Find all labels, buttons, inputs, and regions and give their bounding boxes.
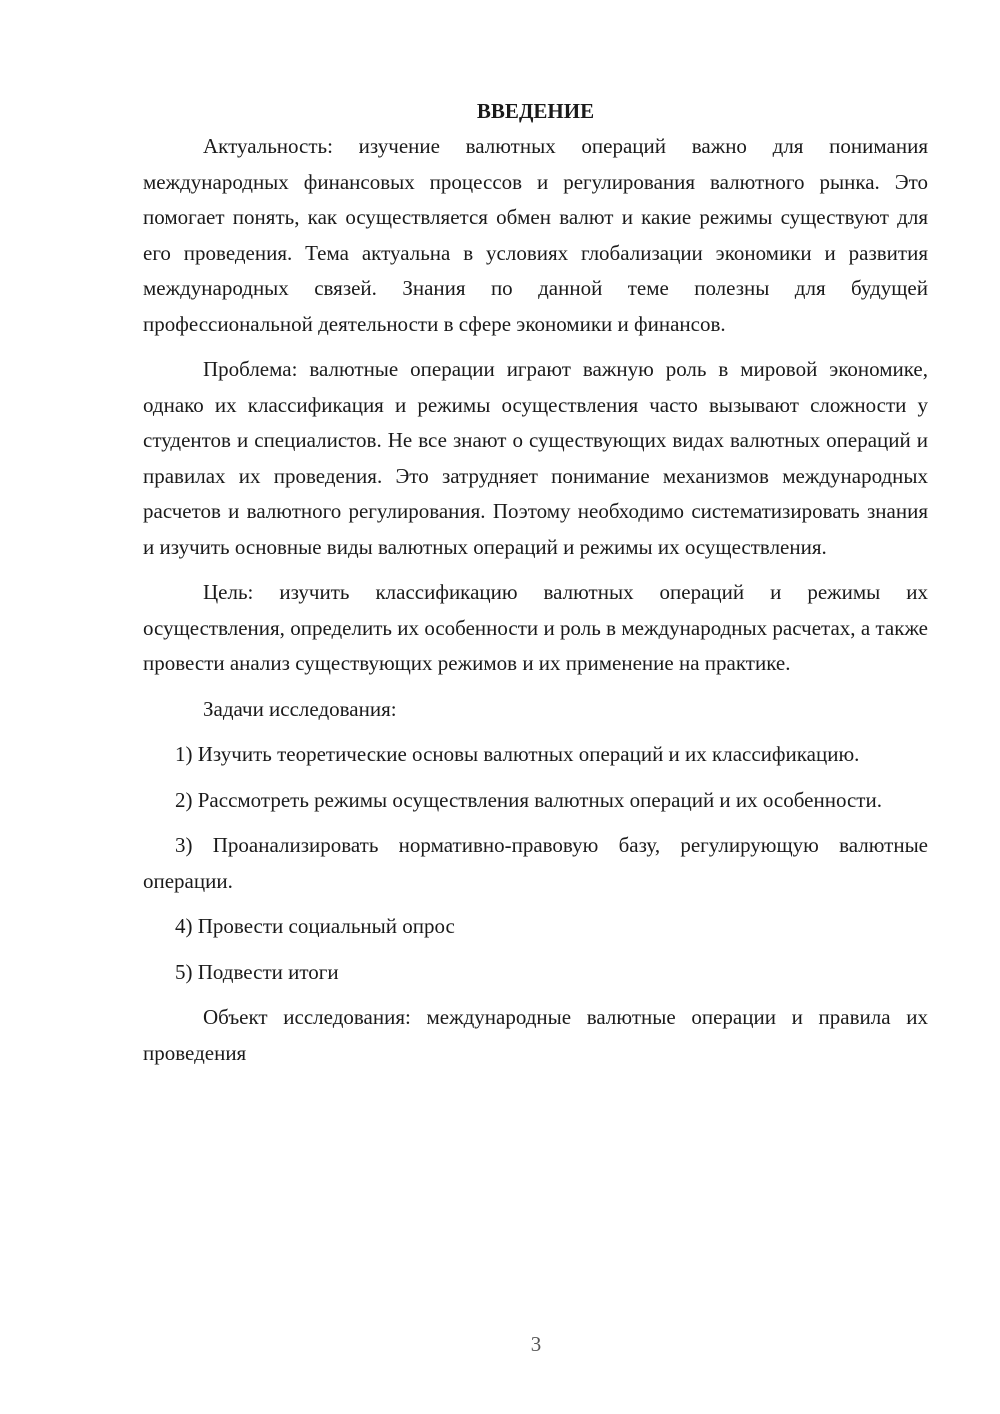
goal-paragraph: Цель: изучить классификацию валютных операций и режимы их осуществления, определить их особенности и роль в международных расчетах, а также провести анализ существующих режимов и их применение на практике. [143, 580, 928, 675]
document-page [143, 94, 928, 1081]
object-paragraph: Объект исследования: международные валютные операции и правила их проведения [143, 1005, 928, 1065]
task-item-4: 4) Провести социальный опрос [175, 914, 455, 938]
task-item-3: 3) Проанализировать нормативно-правовую базу, регулирующую валютные операции. [143, 833, 928, 893]
task-item-1: 1) Изучить теоретические основы валютных операций и их классификацию. [175, 742, 860, 766]
tasks-heading: Задачи исследования: [203, 696, 397, 721]
relevance-paragraph: Актуальность: изучение валютных операций важно для понимания международных финансовых процессов и регулирования валютного рынка. Это помогает понять, как осуществляется обмен валют и какие режимы существуют для его проведения. Тема актуальна в условиях глобализации экономики и развития международных связей. Знания по данной теме полезны для будущей профессиональной деятельности в сфере экономики и финансов. [143, 134, 928, 336]
task-item-2: 2) Рассмотреть режимы осуществления валютных операций и их особенности. [175, 787, 882, 812]
task-item-5: 5) Подвести итоги [175, 959, 339, 984]
page-number: 3 [530, 1332, 542, 1356]
problem-paragraph: Проблема: валютные операции играют важную роль в мировой экономике, однако их классификация и режимы осуществления часто вызывают сложности у студентов и специалистов. Не все знают о существующих видах валютных операций и правилах их проведения. Это затрудняет понимание механизмов международных расчетов и валютного регулирования. Поэтому необходимо систематизировать знания и изучить основные виды валютных операций и режимы их осуществления. [143, 357, 928, 559]
section-title: ВВЕДЕНИЕ [476, 99, 595, 123]
